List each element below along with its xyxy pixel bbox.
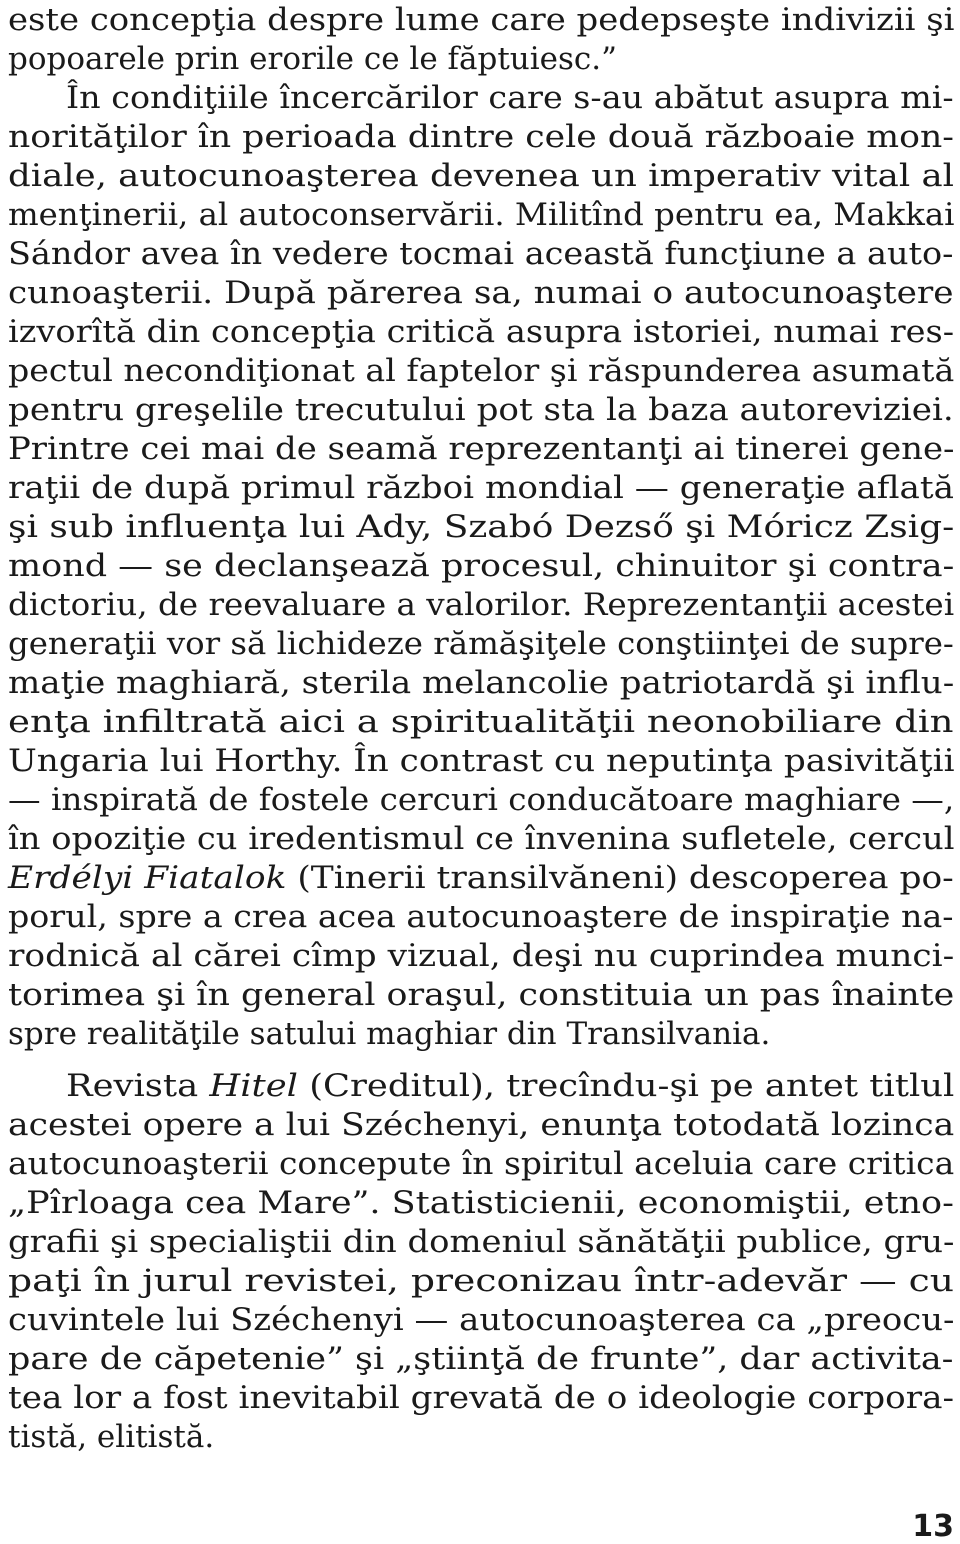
page-number: 13 <box>912 1509 954 1544</box>
text-line: şi sub influenţa lui Ady, Szabó Dezső şi Móricz Zsig- <box>8 509 955 545</box>
text-line: este concepţia despre lume care pedepseşte indivizii şi <box>8 2 955 38</box>
italic-title: Hitel <box>209 1068 298 1104</box>
text-line: dictoriu, de reevaluare a valorilor. Reprezentanţii acestei <box>8 587 955 623</box>
text-run: (Creditul), trecîndu-şi pe antet titlul <box>297 1068 955 1104</box>
text-line: diale, autocunoaşterea devenea un imperativ vital al <box>8 158 954 194</box>
text-line: tea lor a fost inevitabil grevată de o ideologie corpora- <box>8 1380 954 1416</box>
text-line: norităţilor în perioada dintre cele două războaie mon- <box>8 119 954 155</box>
text-line: popoarele prin erorile ce le făptuiesc.” <box>8 41 617 77</box>
text-line: acestei opere a lui Széchenyi, enunţa totodată lozinca <box>8 1107 955 1143</box>
text-line: În condiţiile încercărilor care s-au abătut asupra mi- <box>66 80 954 116</box>
text-line: pentru greşelile trecutului pot sta la baza autoreviziei. <box>8 392 954 428</box>
text-line: torimea şi în general oraşul, constituia un pas înainte <box>8 977 955 1013</box>
text-line: spre realităţile satului maghiar din Transilvania. <box>8 1016 771 1052</box>
text-line: cuvintele lui Széchenyi — autocunoaşterea ca „preocu- <box>8 1302 955 1338</box>
text-line: mond — se declanşează procesul, chinuitor şi contra- <box>8 548 955 584</box>
text-line: porul, spre a crea acea autocunoaştere de inspiraţie na- <box>8 899 954 935</box>
text-line: rodnică al cărei cîmp vizual, deşi nu cuprindea munci- <box>8 938 955 974</box>
text-line: izvorîtă din concepţia critică asupra istoriei, numai res- <box>8 314 955 350</box>
text-line: generaţii vor să lichideze rămăşiţele conştiinţei de supre- <box>8 626 954 662</box>
text-line: în opoziţie cu iredentismul ce învenina sufletele, cercul <box>8 821 955 857</box>
text-line: Ungaria lui Horthy. În contrast cu neputinţa pasivităţii <box>8 743 955 779</box>
text-line: pectul necondiţionat al faptelor şi răspunderea asumată <box>8 353 955 389</box>
text-line: maţie maghiară, sterila melancolie patriotardă şi influ- <box>8 665 955 701</box>
text-run: (Tinerii transilvăneni) descoperea po- <box>286 860 954 896</box>
text-line: „Pîrloaga cea Mare”. Statisticienii, economiştii, etno- <box>8 1185 954 1221</box>
text-line: menţinerii, al autoconservării. Militînd pentru ea, Makkai <box>8 197 955 233</box>
text-line: autocunoaşterii concepute în spiritul aceluia care critica <box>8 1146 955 1182</box>
text-line: — inspirată de fostele cercuri conducătoare maghiare —, <box>8 782 955 818</box>
text-line: Printre cei mai de seamă reprezentanţi ai tinerei gene- <box>8 431 955 467</box>
text-line: tistă, elitistă. <box>8 1419 215 1455</box>
text-line <box>66 1066 954 1106</box>
text-line: cunoaşterii. După părerea sa, numai o autocunoaştere <box>8 275 954 311</box>
text-line: pare de căpetenie” şi „ştiinţă de frunte”, dar activita- <box>8 1341 954 1377</box>
text-line: paţi în jurul revistei, preconizau într-adevăr — cu <box>8 1263 955 1299</box>
text-line <box>8 858 954 898</box>
text-line: raţii de după primul război mondial — generaţie aflată <box>8 470 954 506</box>
text-line: enţa infiltrată aici a spiritualităţii neonobiliare din <box>8 704 954 740</box>
text-run: Revista <box>66 1068 210 1104</box>
text-line: Sándor avea în vedere tocmai această funcţiune a auto- <box>8 236 954 272</box>
text-line: grafii şi specialiştii din domeniul sănătăţii publice, gru- <box>8 1224 955 1260</box>
italic-title: Erdélyi Fiatalok <box>8 860 287 896</box>
